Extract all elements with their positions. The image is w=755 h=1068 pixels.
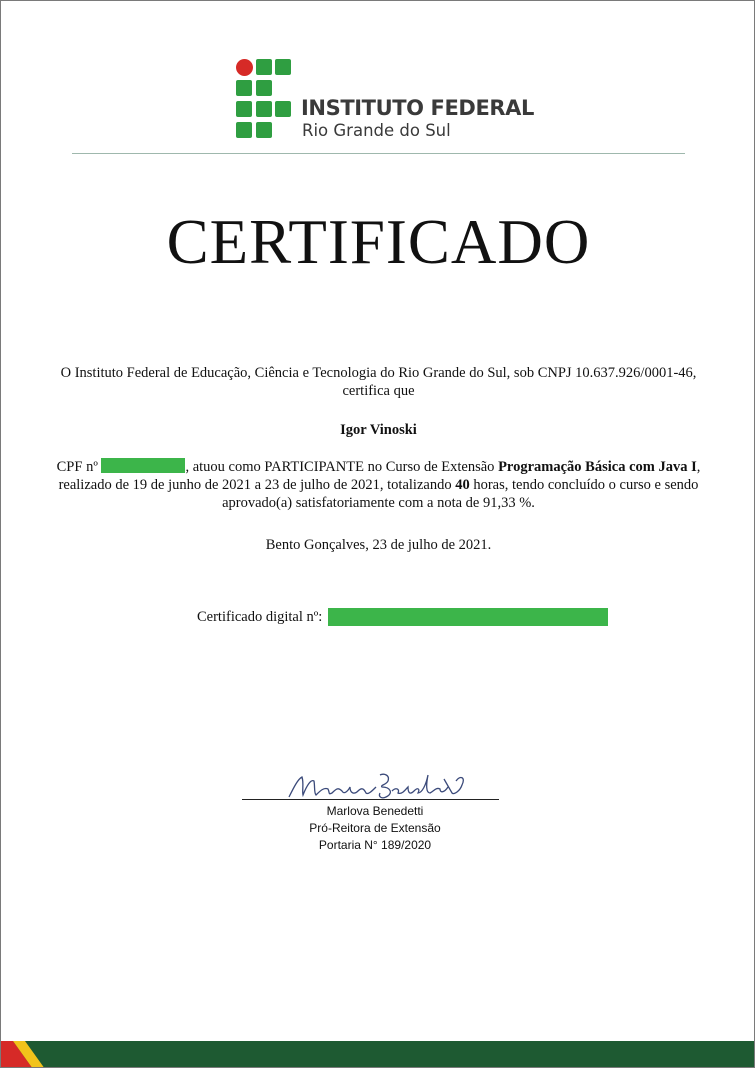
intro-line-2: certifica que (342, 383, 415, 399)
certificate-intro (51, 364, 706, 400)
logo-square (236, 101, 252, 117)
cpf-redaction (101, 458, 185, 473)
logo-square (256, 122, 272, 138)
institution-name: INSTITUTO FEDERAL (301, 96, 534, 120)
participation-text: , atuou como PARTICIPANTE no Curso de Extensão (185, 459, 499, 475)
institution-campus: Rio Grande do Sul (302, 121, 451, 140)
logo-square (256, 80, 272, 96)
cpf-label: CPF nº (56, 459, 102, 475)
period-text: , realizado de 19 de junho de 2021 a 23 de julho de 2021, totalizando (58, 459, 701, 493)
logo-square (275, 101, 291, 117)
recipient-name: Igor Vinoski (340, 422, 417, 438)
logo-red-dot (236, 59, 253, 76)
signature-line (242, 799, 499, 800)
certificate-title: CERTIFICADO (166, 207, 591, 277)
footer-band (1, 1041, 755, 1068)
logo-square (236, 80, 252, 96)
signer-role: Pró-Reitora de Extensão (309, 821, 441, 835)
place-date: Bento Gonçalves, 23 de julho de 2021. (265, 537, 492, 553)
intro-line-1: O Instituto Federal de Educação, Ciência e Tecnologia do Rio Grande do Sul, sob CNPJ 10.637.926/0001-46, (60, 365, 697, 381)
institution-logo (235, 58, 535, 142)
logo-square (256, 101, 272, 117)
signer-ordinance: Portaria N° 189/2020 (318, 838, 432, 852)
logo-square (236, 122, 252, 138)
digital-certificate-label: Certificado digital nº: (197, 609, 323, 625)
course-hours: 40 (455, 477, 470, 493)
certificate-statement (51, 458, 706, 512)
logo-square (275, 59, 291, 75)
header-divider (72, 153, 685, 154)
digital-number-redaction (328, 608, 608, 626)
signer-name: Marlova Benedetti (326, 804, 424, 818)
result-text: horas, tendo concluído o curso e sendo aprovado(a) satisfatoriamente com a nota de 91,33 %. (222, 477, 699, 511)
logo-square (256, 59, 272, 75)
course-name: Programação Básica com Java I (498, 459, 697, 475)
